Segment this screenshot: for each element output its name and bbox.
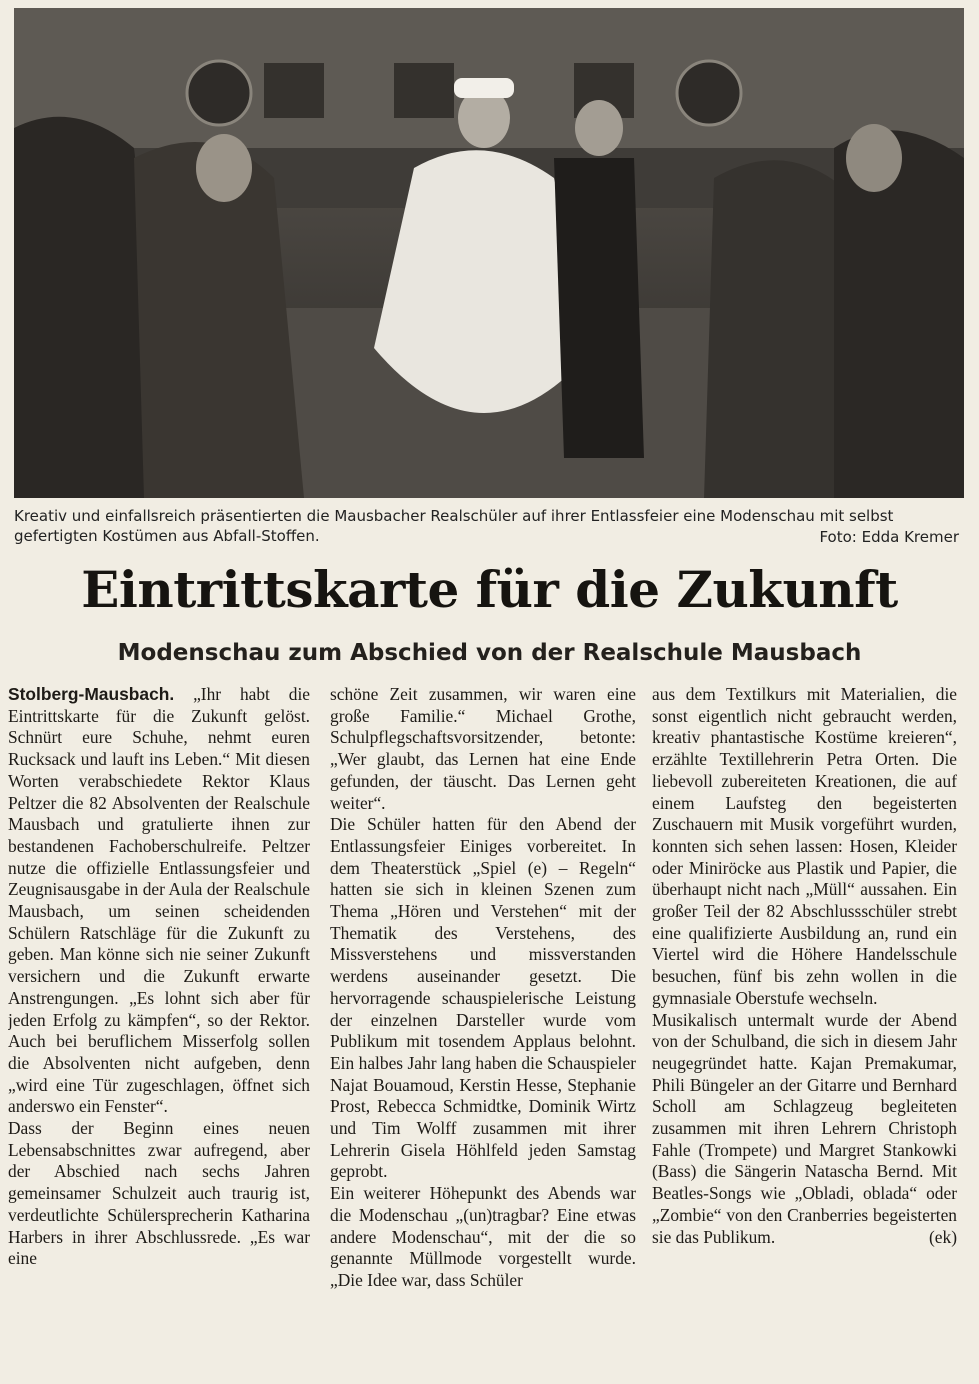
paragraph-text: „Ihr habt die Eintrittskarte für die Zukunft gelöst. Schnürt eure Schuhe, nehmt euren Rucksack und lauft ins Leben.“ Mit diesen Worten verabschiedete Rektor Klaus Peltzer die 82 Absolventen der Realschule Mausbach und gratulierte ihnen zur bestandenen Fachoberschulreife. Peltzer nutze die offizielle Entlassungsfeier und Zeugnisausgabe in der Aula der Realschule Mausbach, um seinen scheidenden Schülern Ratschläge für die Zukunft zu geben. Man könne sich nie seiner Zukunft versichern und die Zukunft erwarte Anstrengungen. „Es lohnt sich aber für jeden Erfolg zu kämpfen“, so der Rektor. Auch bei beruflichem Misserfolg sollen die Absolventen nicht aufgeben, denn „wird eine Tür zugeschlagen, öffnet sich anderswo ein Fenster“. (8, 684, 310, 1117)
paragraph: Ein weiterer Höhepunkt des Abends war die Modenschau „(un)tragbar? Eine etwas andere Modenschau“, mit der die so genannte Müllmode vorgestellt wurde. „Die Idee war, dass Schüler (330, 1183, 636, 1290)
article-column-3 (652, 684, 957, 1364)
photo-illustration (14, 8, 964, 498)
photo-credit: Foto: Edda Kremer (819, 528, 959, 546)
paragraph (8, 684, 310, 1118)
article-column-2 (330, 684, 636, 1364)
paragraph-text: Musikalisch untermalt wurde der Abend von der Schulband, die sich in diesem Jahr neugegründet hatte. Kajan Premakumar, Phili Büngeler an der Gitarre und Bernhard Scholl am Schlagzeug begleiteten zusammen mit ihren Lehrern Christoph Fahle (Trompete) und Margret Stankowki (Bass) die Sängerin Natascha Bernd. Mit Beatles-Songs wie „Obladi, oblada“ oder „Zombie“ von den Cranberries begeisterten sie das Publikum. (652, 1009, 957, 1247)
author-initials: (ek) (929, 1226, 957, 1247)
photo-caption: Kreativ und einfallsreich präsentierten die Mausbacher Realschüler auf ihrer Entlassfeier eine Modenschau mit selbst gefertigten Kostümen aus Abfall-Stoffen. (14, 507, 894, 545)
dateline: Stolberg-Mausbach. (8, 684, 175, 704)
paragraph: Dass der Beginn eines neuen Lebensabschnittes zwar aufregend, aber der Abschied nach sechs Jahren gemeinsamer Schulzeit auch traurig ist, verdeutlichte Schülersprecherin Katharina Harbers in ihrer Abschlussrede. „Es war eine (8, 1118, 310, 1269)
paragraph: schöne Zeit zusammen, wir waren eine große Familie.“ Michael Grothe, Schulpflegschaftsvorsitzender, betonte: „Wer glaubt, das Lernen hat eine Ende gefunden, der täuscht. Das Lernen geht weiter“. (330, 684, 636, 813)
paragraph (652, 1010, 957, 1249)
article-subheadline: Modenschau zum Abschied von der Realschule Mausbach (117, 640, 862, 666)
paragraph: Die Schüler hatten für den Abend der Entlassungsfeier Einiges vorbereitet. In dem Theaterstück „Spiel (e) – Regeln“ hatten sie sich in kleinen Szenen zum Thema „Hören und Verstehen“ mit der Thematik des Verstehens, des Missverstehens und missverstanden werdens auseinander gesetzt. Die hervorragende schauspielerische Leistung der einzelnen Darsteller wurde vom Publikum mit tosendem Applaus belohnt. Ein halbes Jahr lang haben die Schauspieler Najat Bouamoud, Kerstin Hesse, Stephanie Prost, Rebecca Schmidtke, Dominik Wirtz und Tim Wolff zusammen mit ihrer Lehrerin Gisela Höhlfeld jeden Samstag geprobt. (330, 814, 636, 1182)
paragraph: aus dem Textilkurs mit Materialien, die sonst eigentlich nicht gebraucht werden, kreativ phantastische Kostüme kreieren“, erzählte Textillehrerin Petra Orten. Die liebevoll zubereiteten Kreationen, die auf einem Laufsteg den begeisterten Zuschauern mit Musik vorgeführt wurden, konnten sich sehen lassen: Hosen, Kleider oder Miniröcke aus Plastik und Papier, die überhaupt nicht nach „Müll“ aussahen. Ein großer Teil der 82 Abschlussschüler strebt eine qualifizierte Ausbildung an, rund ein Viertel wird die Höhere Handelsschule besuchen, fünf bis zehn wollen in die gymnasiale Oberstufe wechseln. (652, 684, 957, 1008)
article-headline: Eintrittskarte für die Zukunft (81, 560, 898, 619)
article-column-1 (8, 684, 310, 1364)
article-photo (14, 8, 964, 498)
